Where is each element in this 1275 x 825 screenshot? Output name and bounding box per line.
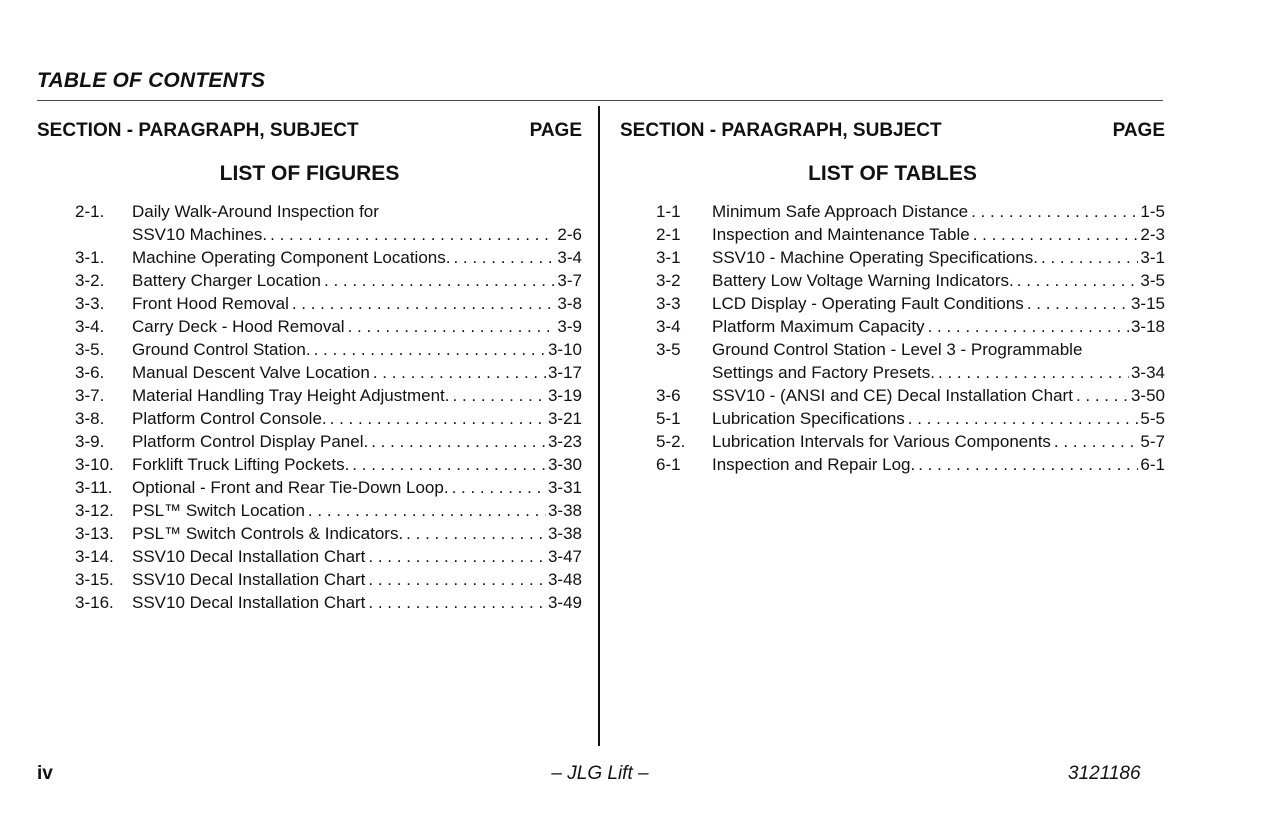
entry-number: 3-11. xyxy=(75,478,113,497)
entry-number: 3-10. xyxy=(75,455,114,474)
entry-title: Machine Operating Component Locations. xyxy=(132,248,451,267)
toc-entry[interactable] xyxy=(620,407,1165,430)
entry-title: SSV10 Decal Installation Chart xyxy=(132,570,366,589)
footer-page-number: iv xyxy=(37,763,53,784)
entry-title: LCD Display - Operating Fault Conditions xyxy=(712,294,1024,313)
entry-page[interactable]: 3-47 xyxy=(547,547,582,566)
entry-title: Ground Control Station. xyxy=(132,340,311,359)
dot-leader xyxy=(345,315,556,338)
entry-number: 3-1. xyxy=(75,248,105,267)
dot-leader xyxy=(1073,384,1129,407)
toc-entry[interactable] xyxy=(37,338,582,361)
dot-leader xyxy=(267,223,555,246)
entry-page[interactable]: 3-19 xyxy=(547,386,582,405)
toc-entry[interactable] xyxy=(37,407,582,430)
entry-number: 3-16. xyxy=(75,593,114,612)
dot-leader xyxy=(925,315,1129,338)
dot-leader xyxy=(289,292,556,315)
toc-entry[interactable] xyxy=(620,315,1165,338)
entry-page[interactable]: 3-31 xyxy=(547,478,582,497)
entry-number: 3-4 xyxy=(656,317,681,336)
toc-entry[interactable] xyxy=(37,545,582,568)
title-rule xyxy=(37,100,1163,101)
entry-title: PSL™ Switch Location xyxy=(132,501,305,520)
dot-leader xyxy=(968,200,1138,223)
entry-page[interactable]: 3-49 xyxy=(547,593,582,612)
column-divider xyxy=(598,106,600,746)
entry-title: SSV10 Machines. xyxy=(132,225,268,244)
entry-title: Ground Control Station - Level 3 - Programmable xyxy=(712,340,1083,359)
entry-page[interactable]: 2-6 xyxy=(557,225,582,244)
entry-number: 3-13. xyxy=(75,524,114,543)
entry-page[interactable]: 1-5 xyxy=(1140,202,1165,221)
entry-page[interactable]: 3-10 xyxy=(547,340,582,359)
entry-number: 3-8. xyxy=(75,409,105,428)
toc-entry[interactable] xyxy=(37,246,582,269)
column-header xyxy=(37,120,582,150)
entry-page[interactable]: 5-7 xyxy=(1140,432,1165,451)
toc-entry[interactable] xyxy=(37,361,582,384)
entry-page[interactable]: 6-1 xyxy=(1140,455,1165,474)
toc-entry[interactable] xyxy=(620,269,1165,292)
entry-number: 1-1 xyxy=(656,202,681,221)
toc-entry[interactable] xyxy=(37,200,582,223)
entry-number: 3-15. xyxy=(75,570,114,589)
entry-page[interactable]: 3-48 xyxy=(547,570,582,589)
entry-title: Lubrication Specifications xyxy=(712,409,905,428)
entry-title: SSV10 Decal Installation Chart xyxy=(132,547,366,566)
dot-leader xyxy=(327,407,546,430)
header-subject: SECTION - PARAGRAPH, SUBJECT xyxy=(37,120,359,141)
dot-leader xyxy=(1038,246,1138,269)
column-header xyxy=(620,120,1165,150)
toc-entry[interactable] xyxy=(37,384,582,407)
entry-page[interactable]: 3-15 xyxy=(1130,294,1165,313)
entry-page[interactable]: 3-9 xyxy=(557,317,582,336)
dot-leader xyxy=(365,591,546,614)
figures-list xyxy=(37,200,582,614)
entry-number: 3-7. xyxy=(75,386,105,405)
entry-number: 3-2 xyxy=(656,271,681,290)
entry-number xyxy=(37,223,132,246)
entry-number: 3-5 xyxy=(656,340,681,359)
toc-entry[interactable] xyxy=(37,499,582,522)
header-page: PAGE xyxy=(529,120,582,141)
entry-number: 5-2. xyxy=(656,432,686,451)
dot-leader xyxy=(403,522,546,545)
header-page: PAGE xyxy=(1112,120,1165,141)
entry-title: Material Handling Tray Height Adjustment. xyxy=(132,386,450,405)
entry-number: 3-9. xyxy=(75,432,105,451)
dot-leader xyxy=(311,338,546,361)
entry-title: Inspection and Maintenance Table xyxy=(712,225,970,244)
entry-title: Carry Deck - Hood Removal xyxy=(132,317,345,336)
entry-title: Platform Control Console. xyxy=(132,409,327,428)
entry-title: Lubrication Intervals for Various Components xyxy=(712,432,1051,451)
toc-entry[interactable] xyxy=(620,430,1165,453)
entry-page[interactable]: 3-1 xyxy=(1140,248,1165,267)
toc-entry[interactable] xyxy=(620,200,1165,223)
entry-number: 3-6. xyxy=(75,363,105,382)
toc-entry[interactable] xyxy=(37,430,582,453)
entry-page[interactable]: 5-5 xyxy=(1140,409,1165,428)
dot-leader xyxy=(349,453,546,476)
dot-leader xyxy=(905,407,1139,430)
entry-title: Minimum Safe Approach Distance xyxy=(712,202,969,221)
toc-entry[interactable] xyxy=(37,522,582,545)
toc-entry[interactable] xyxy=(37,591,582,614)
list-of-figures-column xyxy=(37,120,582,614)
footer-publisher: – JLG Lift – xyxy=(551,763,649,784)
toc-entry[interactable] xyxy=(620,453,1165,476)
entry-number: 3-3. xyxy=(75,294,105,313)
entry-page[interactable]: 3-38 xyxy=(547,501,582,520)
toc-entry[interactable] xyxy=(37,453,582,476)
dot-leader xyxy=(450,384,546,407)
toc-entry[interactable] xyxy=(37,292,582,315)
toc-entry[interactable] xyxy=(37,315,582,338)
dot-leader xyxy=(1024,292,1129,315)
toc-entry[interactable] xyxy=(37,568,582,591)
toc-entry[interactable] xyxy=(620,384,1165,407)
entry-title: Optional - Front and Rear Tie-Down Loop. xyxy=(132,478,449,497)
dot-leader xyxy=(365,545,546,568)
entry-page[interactable]: 3-34 xyxy=(1130,363,1165,382)
dot-leader xyxy=(370,361,546,384)
entry-title: Settings and Factory Presets. xyxy=(712,363,935,382)
dot-leader xyxy=(449,476,546,499)
entry-title: Battery Low Voltage Warning Indicators. xyxy=(712,271,1014,290)
entry-number: 5-1 xyxy=(656,409,681,428)
entry-number: 3-3 xyxy=(656,294,681,313)
entry-title: Inspection and Repair Log. xyxy=(712,455,916,474)
entry-number: 3-2. xyxy=(75,271,105,290)
dot-leader xyxy=(305,499,546,522)
entry-number xyxy=(620,361,712,384)
page-title: TABLE OF CONTENTS xyxy=(37,69,266,92)
toc-entry[interactable] xyxy=(37,223,582,246)
toc-entry[interactable] xyxy=(620,292,1165,315)
entry-title: Platform Control Display Panel. xyxy=(132,432,369,451)
entry-page[interactable]: 3-17 xyxy=(547,363,582,382)
entry-page[interactable]: 3-4 xyxy=(557,248,582,267)
footer-doc-number: 3121186 xyxy=(1068,763,1141,784)
dot-leader xyxy=(970,223,1139,246)
entry-page[interactable]: 3-21 xyxy=(547,409,582,428)
entry-title: PSL™ Switch Controls & Indicators. xyxy=(132,524,404,543)
dot-leader xyxy=(1014,269,1139,292)
entry-title: Front Hood Removal xyxy=(132,294,289,313)
entry-page[interactable]: 3-5 xyxy=(1140,271,1165,290)
entry-page[interactable]: 3-8 xyxy=(557,294,582,313)
dot-leader xyxy=(1051,430,1139,453)
entry-number: 3-14. xyxy=(75,547,114,566)
entry-page[interactable]: 3-23 xyxy=(547,432,582,451)
entry-title: Forklift Truck Lifting Pockets. xyxy=(132,455,350,474)
toc-entry[interactable] xyxy=(620,338,1165,361)
entry-number: 6-1 xyxy=(656,455,681,474)
toc-entry[interactable] xyxy=(37,269,582,292)
entry-number: 3-5. xyxy=(75,340,105,359)
header-subject: SECTION - PARAGRAPH, SUBJECT xyxy=(620,120,942,141)
entry-title: SSV10 - (ANSI and CE) Decal Installation Chart xyxy=(712,386,1073,405)
toc-entry[interactable] xyxy=(620,246,1165,269)
entry-page[interactable]: 3-18 xyxy=(1130,317,1165,336)
dot-leader xyxy=(915,453,1138,476)
list-heading: LIST OF FIGURES xyxy=(219,162,400,185)
list-of-tables-column xyxy=(620,120,1165,476)
entry-page[interactable]: 3-7 xyxy=(557,271,582,290)
entry-page[interactable]: 2-3 xyxy=(1140,225,1165,244)
entry-number: 3-12. xyxy=(75,501,114,520)
dot-leader xyxy=(368,430,546,453)
entry-title: Daily Walk-Around Inspection for xyxy=(132,202,379,221)
entry-number: 2-1 xyxy=(656,225,681,244)
toc-entry[interactable] xyxy=(620,361,1165,384)
tables-list xyxy=(620,200,1165,476)
entry-number: 3-1 xyxy=(656,248,681,267)
entry-title: SSV10 - Machine Operating Specifications. xyxy=(712,248,1039,267)
entry-page[interactable]: 3-38 xyxy=(547,524,582,543)
toc-entry[interactable] xyxy=(37,476,582,499)
entry-title: SSV10 Decal Installation Chart xyxy=(132,593,366,612)
entry-page[interactable]: 3-30 xyxy=(547,455,582,474)
toc-entry[interactable] xyxy=(620,223,1165,246)
entry-page[interactable]: 3-50 xyxy=(1130,386,1165,405)
list-heading: LIST OF TABLES xyxy=(808,162,977,185)
entry-title: Battery Charger Location xyxy=(132,271,321,290)
entry-number: 3-6 xyxy=(656,386,681,405)
dot-leader xyxy=(321,269,555,292)
dot-leader xyxy=(935,361,1129,384)
dot-leader xyxy=(450,246,555,269)
entry-number: 2-1. xyxy=(75,202,105,221)
dot-leader xyxy=(365,568,546,591)
entry-title: Platform Maximum Capacity xyxy=(712,317,925,336)
entry-title: Manual Descent Valve Location xyxy=(132,363,370,382)
entry-number: 3-4. xyxy=(75,317,105,336)
